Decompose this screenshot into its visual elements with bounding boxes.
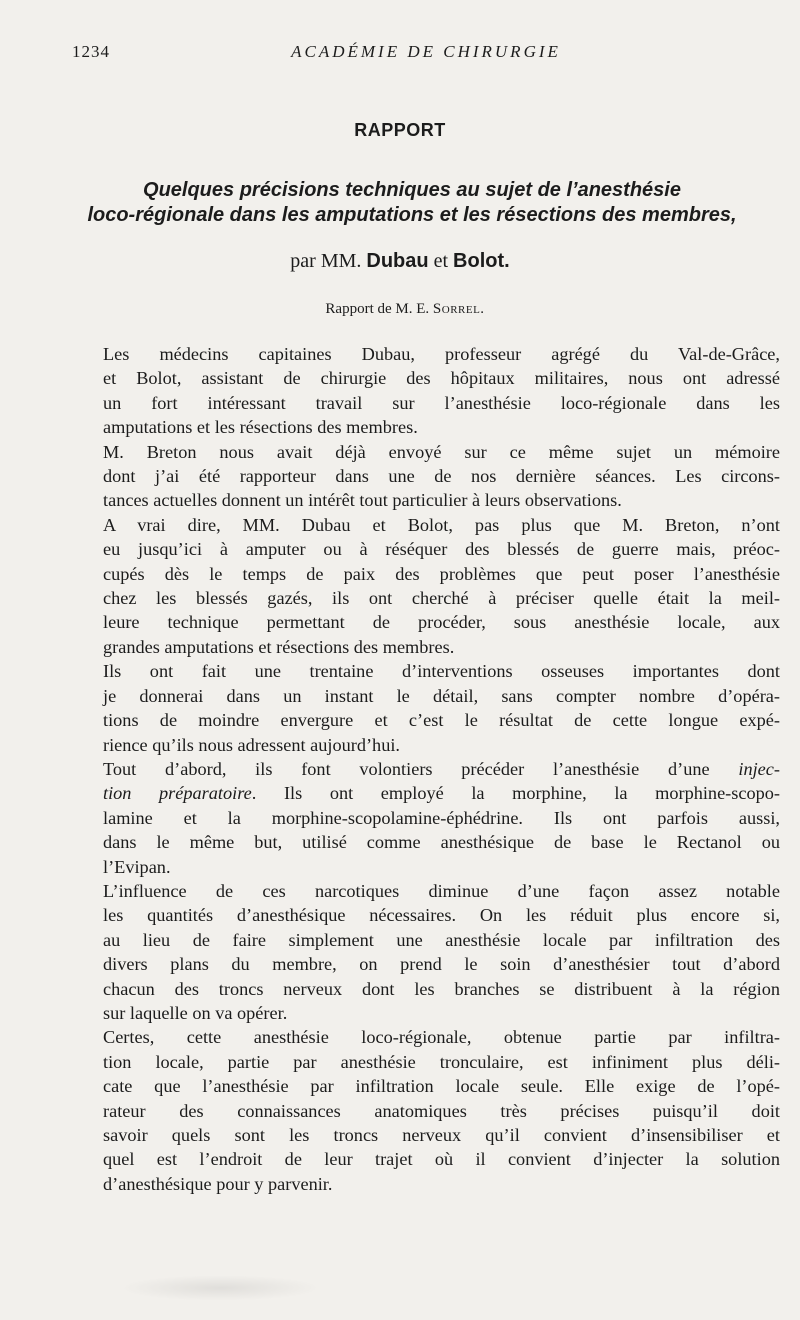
rapporteur-prefix: Rapport de M. E. [325,301,430,317]
paragraph [74,440,780,513]
text-line: tion préparatoire. Ils ont employé la morphine, la morphine-scopo- [103,783,781,804]
text-line: divers plans du membre, on prend le soin d’anesthésier tout d’abord [103,954,780,975]
text-line: rateur des connaissances anatomiques très précises puisqu’il doit [103,1100,780,1121]
text-line: d’anesthésique pour y parvenir. [103,1173,333,1194]
text-line: chacun des troncs nerveux dont les branches se distribuent à la région [103,978,780,999]
text-line: quel est l’endroit de leur trajet où il convient d’injecter la solution [103,1149,780,1170]
text-line: l’Evipan. [103,856,171,877]
text-line: chez les blessés gazés, ils ont cherché à préciser quelle était la meil- [103,588,780,609]
text-line: sur laquelle on va opérer. [103,1002,288,1023]
text-line: Ils ont fait une trentaine d’interventions osseuses importantes dont [103,661,780,682]
text-line: Certes, cette anesthésie loco-régionale, obtenue partie par infiltra- [103,1027,780,1048]
text-line: eu jusqu’ici à amputer ou à réséquer des blessés de guerre mais, préoc- [103,539,780,560]
text-line: tions de moindre envergure et c’est le résultat de cette longue expé- [103,710,780,731]
page-header [72,42,750,66]
rapporteur-line [0,301,800,318]
text-line: les quantités d’anesthésique nécessaires. On les réduit plus encore si, [103,905,780,926]
authors-prefix: par MM. [290,250,362,272]
text-line: tances actuelles donnent un intérêt tout particulier à leurs observations. [103,490,622,511]
text-line: grandes amputations et résections des membres. [103,636,455,657]
paragraph [74,757,780,879]
report-label: RAPPORT [354,120,446,140]
rapporteur-name: Sorrel. [432,301,485,317]
authors-line [0,250,800,273]
text-line: Tout d’abord, ils font volontiers précéder l’anesthésie d’une injec- [103,758,780,779]
text-line: amputations et les résections des membres. [103,417,418,438]
title-line: loco-régionale dans les amputations et les résections des membres, [87,204,737,226]
author-name: Dubau [366,250,429,272]
text-line: et Bolot, assistant de chirurgie des hôpitaux militaires, nous ont adressé [103,368,780,389]
text-line: L’influence de ces narcotiques diminue d’une façon assez notable [103,880,780,901]
text-line: savoir quels sont les troncs nerveux qu’il convient d’insensibiliser et [103,1125,780,1145]
paragraph [74,1025,780,1196]
text-line: un fort intéressant travail sur l’anesthésie loco-régionale dans les [103,392,780,413]
text-line: dont j’ai été rapporteur dans une de nos dernière séances. Les circons- [103,466,780,487]
text-line: M. Breton nous avait déjà envoyé sur ce même sujet un mémoire [103,441,780,462]
text-line: A vrai dire, MM. Dubau et Bolot, pas plus que M. Breton, n’ont [103,514,780,535]
running-head: ACADÉMIE DE CHIRURGIE [291,42,561,61]
text-line: Les médecins capitaines Dubau, professeur agrégé du Val-de-Grâce, [103,344,780,364]
text-line: je donnerai dans un instant le détail, sans compter nombre d’opéra- [103,685,780,706]
text-line: au lieu de faire simplement une anesthésie locale par infiltration des [103,929,780,950]
paragraph [74,659,780,757]
page-smudge [120,1275,320,1301]
text-line: dans le même but, utilisé comme anesthésique de base le Rectanol ou [103,832,780,853]
text-line: leure technique permettant de procéder, sous anesthésie locale, aux [103,612,780,633]
title-line: Quelques précisions techniques au sujet de l’anesthésie [143,179,681,201]
text-line: lamine et la morphine-scopolamine-éphédrine. Ils ont parfois aussi, [103,807,780,828]
paragraph [74,342,780,440]
text-line: cupés dès le temps de paix des problèmes que peut poser l’anesthésie [103,563,780,584]
page-number: 1234 [72,42,110,61]
text-line: cate que l’anesthésie par infiltration locale seule. Elle exige de l’opé- [103,1076,780,1097]
paragraph [74,879,780,1025]
body-text [74,342,780,1196]
text-line: tion locale, partie par anesthésie tronculaire, est infiniment plus déli- [103,1051,780,1072]
article-title [70,178,754,228]
authors-conjunction: et [433,250,449,272]
text-line: rience qu’ils nous adressent aujourd’hui. [103,734,400,755]
paragraph [74,513,780,659]
author-name: Bolot. [453,250,510,272]
